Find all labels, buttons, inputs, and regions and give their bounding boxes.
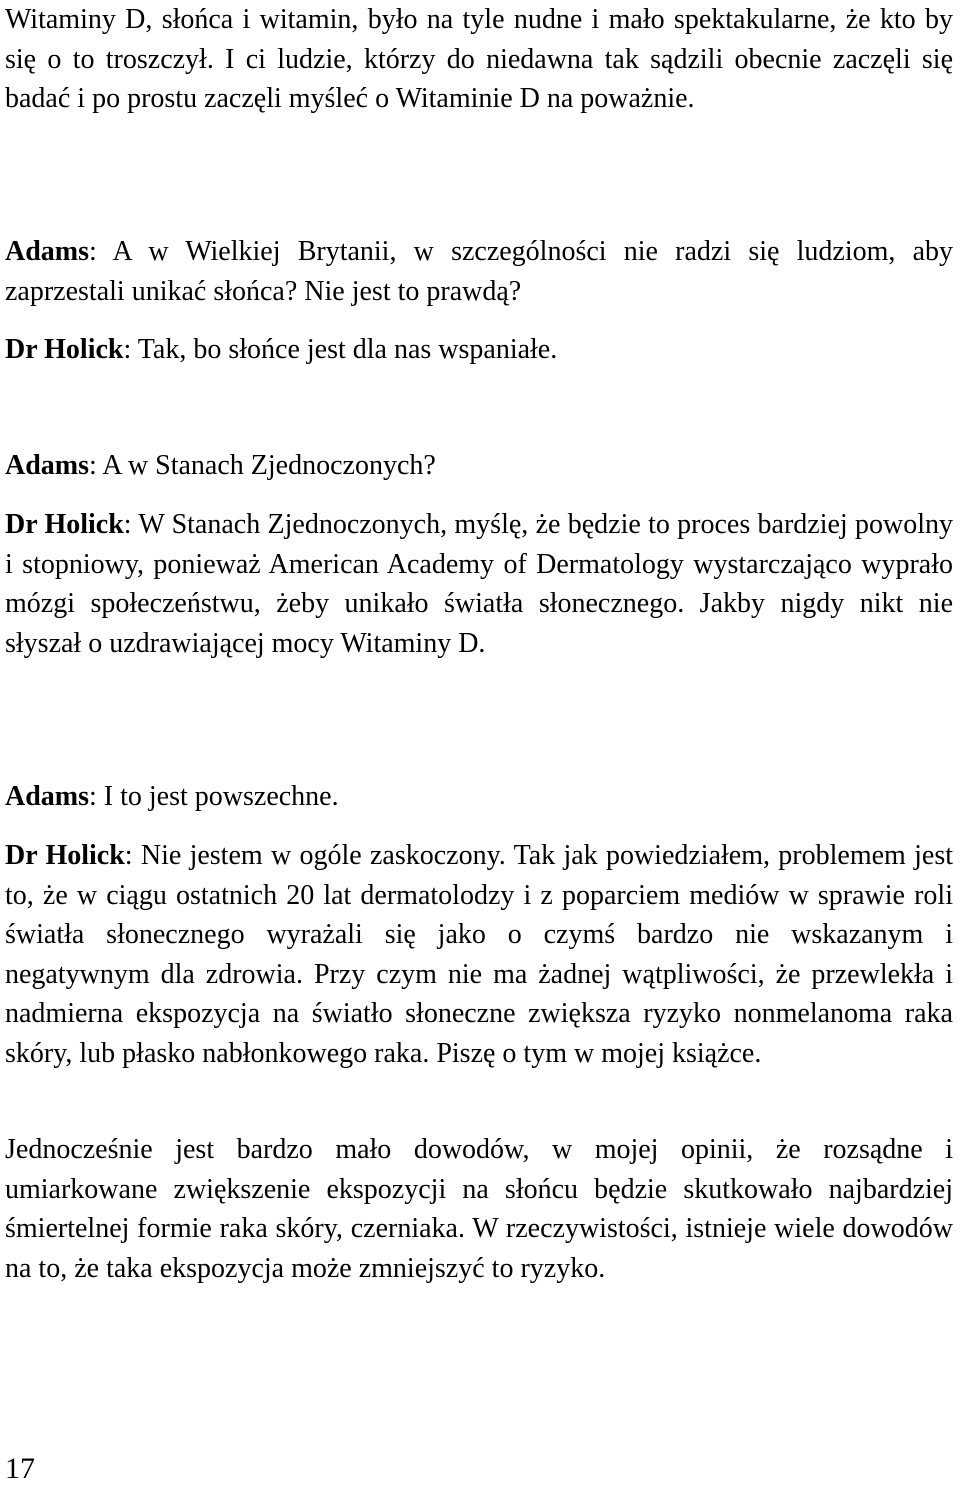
paragraph-text: : I to jest powszechne. bbox=[89, 781, 339, 812]
speaker-label: Dr Holick bbox=[5, 509, 124, 540]
paragraph-holick-2 bbox=[5, 505, 953, 663]
paragraph-text: : W Stanach Zjednoczonych, myślę, że będzie to proces bardziej powolny i stopniowy, ponieważ American Academy of Dermatology wystarczająco wyprało mózgi społeczeństwu, żeby unikało światła słonecznego. Jakby nigdy nikt nie słyszał o uzdrawiającej mocy Witaminy D. bbox=[5, 509, 953, 659]
speaker-label: Dr Holick bbox=[5, 334, 124, 365]
paragraph-closing bbox=[5, 1130, 953, 1288]
paragraph-holick-3 bbox=[5, 836, 953, 1074]
paragraph-adams-2 bbox=[5, 446, 953, 486]
paragraph-text: Witaminy D, słońca i witamin, było na tyle nudne i mało spektakularne, że kto by się o to troszczył. I ci ludzie, którzy do niedawna tak sądzili obecnie zaczęli się badać i po prostu zaczęli myśleć o Witaminie D na poważnie. bbox=[5, 4, 953, 115]
paragraph-text: : Nie jestem w ogóle zaskoczony. Tak jak powiedziałem, problemem jest to, że w ciągu ostatnich 20 lat dermatolodzy i z poparciem mediów w sprawie roli światła słonecznego wyrażali się jako o czymś bardzo nie wskazanym i negatywnym dla zdrowia. Przy czym nie ma żadnej wątpliwości, że przewlekła i nadmierna ekspozycja na światło słoneczne zwiększa ryzyko nonmelanoma raka skóry, lub płasko nabłonkowego raka. Piszę o tym w mojej książce. bbox=[5, 840, 953, 1069]
speaker-label: Adams bbox=[5, 781, 90, 812]
paragraph-text: : A w Wielkiej Brytanii, w szczególności nie radzi się ludziom, aby zaprzestali unikać słońca? Nie jest to prawdą? bbox=[5, 236, 953, 307]
paragraph-text: : A w Stanach Zjednoczonych? bbox=[89, 450, 436, 481]
speaker-label: Adams bbox=[5, 450, 90, 481]
paragraph-text: Jednocześnie jest bardzo mało dowodów, w mojej opinii, że rozsądne i umiarkowane zwiększenie ekspozycji na słońcu będzie skutkowało najbardziej śmiertelnej formie raka skóry, czerniaka. W rzeczywistości, istnieje wiele dowodów na to, że taka ekspozycja może zmniejszyć to ryzyko. bbox=[5, 1134, 953, 1284]
paragraph-adams-3 bbox=[5, 777, 953, 817]
paragraph-adams-1 bbox=[5, 232, 953, 311]
paragraph-intro bbox=[5, 0, 953, 119]
page-number: 17 bbox=[5, 1452, 35, 1485]
paragraph-text: : Tak, bo słońce jest dla nas wspaniałe. bbox=[123, 334, 558, 365]
speaker-label: Dr Holick bbox=[5, 840, 125, 871]
paragraph-holick-1 bbox=[5, 330, 953, 370]
speaker-label: Adams bbox=[5, 236, 90, 267]
